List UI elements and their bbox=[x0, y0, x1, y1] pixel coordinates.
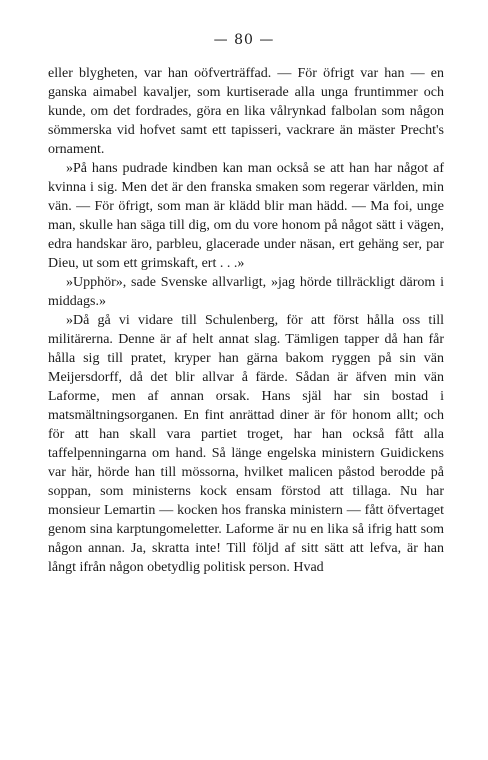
body-text bbox=[48, 64, 444, 577]
paragraph: eller blygheten, var han oöfverträffad. — För öfrigt var han — en ganska aimabel kavaljer, som kurtiserade alla unga fruntimmer och kunde, om det fordrades, göra en lika vålrynkad falbolan som någon sömmerska vid hofvet samt ett tapisseri, vackrare än mäster Precht's ornament. bbox=[48, 66, 444, 157]
page-number: — 80 — bbox=[213, 32, 275, 48]
paragraph: »På hans pudrade kindben kan man också se att han har något af kvinna i sig. Men det är den franska smaken som regerar världen, min vän. — För öfrigt, som man är klädd blir man hädd. — Ma foi, unge man, skulle han säga till dig, om du vore honom på något sätt i vägen, edra handskar äro, parbleu, glacerade under näsan, ert gehäng ser, par Dieu, ut som ett grimskaft, ert . . .» bbox=[48, 161, 444, 271]
paragraph: »Då gå vi vidare till Schulenberg, för att först hålla oss till militärerna. Denne är af helt annat slag. Tämligen tapper då han får hålla sig till pratet, kryper han gärna bakom ryggen på sin vän Meijersdorff, då det blir allvar å färde. Sådan är äfven min vän Laforme, men af annan orsak. Hans själ har sin bostad i matsmältningsorganen. En fint anrättad diner är för honom allt; och för att han skall vara partiet troget, har han också fått alla taffelpenningarna om hand. Så länge engelska ministern Guidickens var här, hörde han till mössorna, hvilket malicen påstod berodde på soppan, som ministerns kock ensam förstod att tillaga. Nu har monsieur Lemartin — kocken hos franska ministern — fått öfvertaget genom sina karptungomeletter. Laforme är nu en lika så ifrig hatt som någon annan. Ja, skratta inte! Till följd af sitt sätt att lefva, är han långt ifrån någon obetydlig politisk person. Hvad bbox=[48, 313, 444, 575]
paragraph: »Upphör», sade Svenske allvarligt, »jag hörde tillräckligt därom i middags.» bbox=[48, 275, 444, 309]
